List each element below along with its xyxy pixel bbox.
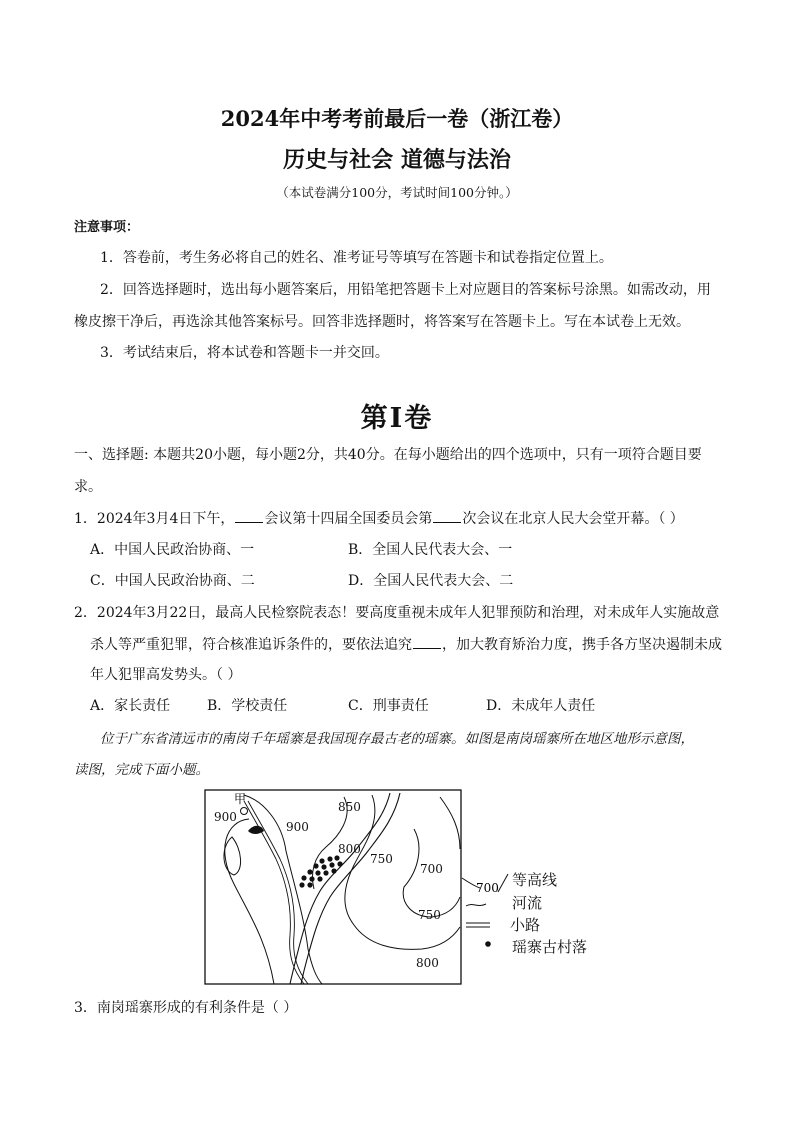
question-1-part-2: 会议第十四届全国委员会第 <box>264 511 433 527</box>
question-1-stem <box>74 508 684 528</box>
legend-contour-label: 等高线 <box>512 871 558 889</box>
village-dot <box>307 869 312 874</box>
village-legend-icon <box>485 941 491 947</box>
village-dot <box>309 876 314 881</box>
village-dot <box>331 868 336 873</box>
point-jia-label: 甲 <box>234 792 247 806</box>
question-1-option-c: C．中国人民政治协商、二 <box>90 573 255 589</box>
passage-line-2: 读图，完成下面小题。 <box>74 762 209 778</box>
contour-label: 900 <box>214 810 237 824</box>
answer-blank <box>235 510 263 523</box>
answer-blank <box>413 636 441 649</box>
contour-label: 750 <box>370 852 393 866</box>
legend-village-label: 瑶寨古村落 <box>512 938 588 956</box>
contour-label: 700 <box>420 862 443 876</box>
section-instructions-line-2: 求。 <box>74 479 102 495</box>
notice-item-1: 1．答卷前，考生务必将自己的姓名、准考证号等填写在答题卡和试卷指定位置上。 <box>100 250 613 266</box>
notice-item-2-line-2: 橡皮擦干净后，再选涂其他答案标号。回答非选择题时，将答案写在答题卡上。写在本试卷上无效。 <box>74 314 690 330</box>
village-dot <box>313 863 318 868</box>
village-dot <box>319 858 324 863</box>
question-1-option-d: D．全国人民代表大会、二 <box>348 573 514 589</box>
question-2-option-a: A．家长责任 <box>90 698 171 714</box>
village-dot <box>323 870 328 875</box>
village-dot <box>329 862 334 867</box>
village-dot <box>315 870 320 875</box>
question-2-option-c: C．刑事责任 <box>348 698 429 714</box>
topographic-map <box>204 789 462 985</box>
exam-subject: 历史与社会 道德与法治 <box>283 147 511 173</box>
village-dot <box>334 855 339 860</box>
question-1-part-3: 次会议在北京人民大会堂开幕。（ ） <box>462 511 684 527</box>
contour-label: 800 <box>338 842 361 856</box>
section-title: 第I卷 <box>360 403 434 434</box>
notice-item-2-line-1: 2．回答选择题时，选出每小题答案后，用铅笔把答题卡上对应题目的答案标号涂黑。如需改动，用 <box>100 282 711 298</box>
village-dot <box>327 856 332 861</box>
contour-legend-value: 700 <box>476 881 499 895</box>
question-2-line-2 <box>90 634 722 654</box>
contour-label: 750 <box>418 908 441 922</box>
village-dot <box>307 882 312 887</box>
village-dot <box>301 875 306 880</box>
legend-river-label: 河流 <box>512 894 543 912</box>
question-3-stem: 3．南岗瑶寨形成的有利条件是（ ） <box>74 1000 298 1016</box>
section-instructions-line-1: 一、选择题: 本题共20小题，每小题2分，共40分。在每小题给出的四个选项中，只有一项符合题目要 <box>74 447 702 463</box>
passage-line-1: 位于广东省清远市的南岗千年瑶寨是我国现存最古老的瑶寨。如图是南岗瑶寨所在地区地形示意图， <box>100 731 694 747</box>
question-2-line-2-part-2: ，加大教育矫治力度，携手各方坚决遏制未成 <box>442 637 722 653</box>
river-legend-icon <box>466 904 486 906</box>
notice-heading: 注意事项： <box>74 220 140 235</box>
contour-legend-tick <box>498 874 508 892</box>
village-dot <box>299 882 304 887</box>
answer-blank <box>433 510 461 523</box>
village-dot <box>321 864 326 869</box>
question-1-option-b: B．全国人民代表大会、一 <box>348 542 513 558</box>
contour-label: 800 <box>416 956 439 970</box>
question-1-part-1: 1．2024年3月4日下午， <box>74 511 235 527</box>
point-jia-marker <box>241 808 248 815</box>
exam-info: （本试卷满分100分，考试时间100分钟。） <box>276 185 518 200</box>
legend-road-label: 小路 <box>510 916 541 934</box>
question-2-line-1: 2．2024年3月22日，最高人民检察院表态！要高度重视未成年人犯罪预防和治理，对未成年人实施故意 <box>74 605 720 621</box>
question-2-line-3: 年人犯罪高发势头。（ ） <box>90 667 242 683</box>
question-2-option-b: B．学校责任 <box>207 698 288 714</box>
question-2-line-2-part-1: 杀人等严重犯罪，符合核准追诉条件的，要依法追究 <box>90 637 412 653</box>
question-1-option-a: A．中国人民政治协商、一 <box>90 542 255 558</box>
question-2-option-d: D．未成年人责任 <box>486 698 596 714</box>
contour-label: 900 <box>286 820 309 834</box>
notice-item-3: 3．考试结束后，将本试卷和答题卡一并交回。 <box>100 345 389 361</box>
village-dot <box>317 876 322 881</box>
contour-label: 850 <box>338 800 361 814</box>
map-border <box>205 790 461 984</box>
exam-title: 2024年中考考前最后一卷（浙江卷） <box>220 106 574 131</box>
village-dot <box>337 861 342 866</box>
